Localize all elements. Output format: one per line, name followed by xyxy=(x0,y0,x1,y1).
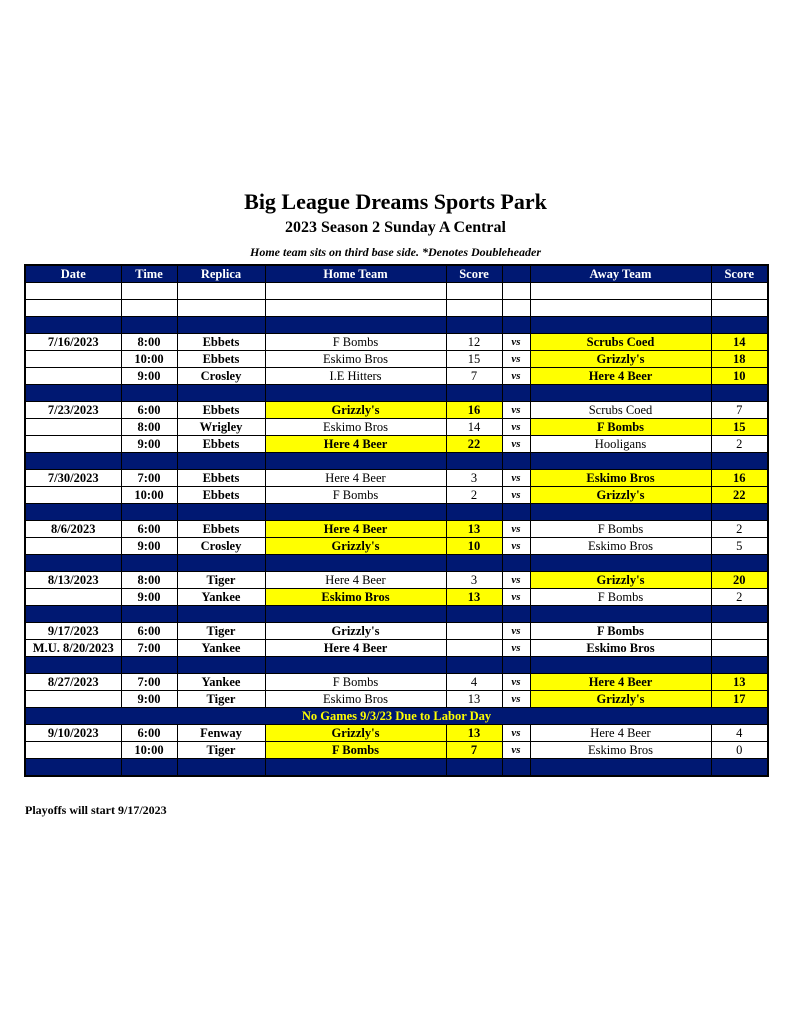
home-team-cell: Eskimo Bros xyxy=(265,589,446,606)
empty-cell xyxy=(711,657,768,674)
away-team-cell: Eskimo Bros xyxy=(530,470,711,487)
game-row xyxy=(25,334,768,351)
replica-cell: Tiger xyxy=(177,691,265,708)
game-row xyxy=(25,351,768,368)
empty-cell xyxy=(446,759,502,776)
empty-cell xyxy=(711,759,768,776)
replica-cell: Tiger xyxy=(177,742,265,759)
empty-cell xyxy=(530,504,711,521)
replica-cell: Ebbets xyxy=(177,487,265,504)
time-cell: 6:00 xyxy=(121,521,177,538)
game-row xyxy=(25,623,768,640)
time-cell: 10:00 xyxy=(121,487,177,504)
replica-cell: Fenway xyxy=(177,725,265,742)
home-score-cell: 3 xyxy=(446,470,502,487)
vs-cell: vs xyxy=(502,470,530,487)
home-team-cell: F Bombs xyxy=(265,334,446,351)
vs-cell: vs xyxy=(502,538,530,555)
empty-cell xyxy=(530,606,711,623)
home-team-cell: Here 4 Beer xyxy=(265,640,446,657)
column-header-away-team: Away Team xyxy=(530,265,711,283)
away-team-cell: Grizzly's xyxy=(530,572,711,589)
empty-cell xyxy=(177,283,265,300)
time-cell: 9:00 xyxy=(121,436,177,453)
home-score-cell xyxy=(446,623,502,640)
empty-cell xyxy=(711,453,768,470)
empty-cell xyxy=(121,385,177,402)
empty-cell xyxy=(530,657,711,674)
time-cell: 9:00 xyxy=(121,691,177,708)
time-cell: 7:00 xyxy=(121,674,177,691)
time-cell: 7:00 xyxy=(121,640,177,657)
separator-row xyxy=(25,657,768,674)
empty-cell xyxy=(530,317,711,334)
away-score-cell: 0 xyxy=(711,742,768,759)
vs-cell: vs xyxy=(502,419,530,436)
away-team-cell: F Bombs xyxy=(530,521,711,538)
away-score-cell: 18 xyxy=(711,351,768,368)
away-team-cell: Eskimo Bros xyxy=(530,538,711,555)
empty-cell xyxy=(121,759,177,776)
away-team-cell: Eskimo Bros xyxy=(530,742,711,759)
column-header-time: Time xyxy=(121,265,177,283)
date-cell xyxy=(25,538,121,555)
empty-cell xyxy=(25,504,121,521)
empty-cell xyxy=(446,606,502,623)
empty-cell xyxy=(530,283,711,300)
home-team-cell: Here 4 Beer xyxy=(265,436,446,453)
date-cell: 9/10/2023 xyxy=(25,725,121,742)
vs-cell: vs xyxy=(502,742,530,759)
vs-cell: vs xyxy=(502,436,530,453)
column-header-vs xyxy=(502,265,530,283)
empty-cell xyxy=(25,606,121,623)
time-cell: 8:00 xyxy=(121,572,177,589)
empty-cell xyxy=(265,300,446,317)
home-score-cell: 16 xyxy=(446,402,502,419)
empty-cell xyxy=(25,317,121,334)
vs-cell: vs xyxy=(502,334,530,351)
empty-cell xyxy=(502,759,530,776)
empty-cell xyxy=(446,300,502,317)
time-cell: 7:00 xyxy=(121,470,177,487)
empty-cell xyxy=(25,283,121,300)
home-team-cell: F Bombs xyxy=(265,674,446,691)
empty-cell xyxy=(502,453,530,470)
replica-cell: Ebbets xyxy=(177,334,265,351)
home-score-cell: 2 xyxy=(446,487,502,504)
home-team-cell: Eskimo Bros xyxy=(265,691,446,708)
empty-cell xyxy=(121,606,177,623)
time-cell: 6:00 xyxy=(121,402,177,419)
date-cell xyxy=(25,487,121,504)
date-cell xyxy=(25,419,121,436)
schedule-body xyxy=(25,283,768,776)
empty-cell xyxy=(711,606,768,623)
schedule-table xyxy=(24,264,769,777)
home-team-cell: F Bombs xyxy=(265,742,446,759)
home-team-cell: F Bombs xyxy=(265,487,446,504)
vs-cell: vs xyxy=(502,725,530,742)
time-cell: 8:00 xyxy=(121,334,177,351)
vs-cell: vs xyxy=(502,640,530,657)
blank-row xyxy=(25,283,768,300)
date-cell: 7/30/2023 xyxy=(25,470,121,487)
date-cell xyxy=(25,742,121,759)
away-team-cell: F Bombs xyxy=(530,623,711,640)
empty-cell xyxy=(502,657,530,674)
home-team-cell: Eskimo Bros xyxy=(265,419,446,436)
separator-row xyxy=(25,317,768,334)
empty-cell xyxy=(711,385,768,402)
game-row xyxy=(25,674,768,691)
replica-cell: Ebbets xyxy=(177,351,265,368)
time-cell: 9:00 xyxy=(121,538,177,555)
away-score-cell: 14 xyxy=(711,334,768,351)
empty-cell xyxy=(265,657,446,674)
away-team-cell: Eskimo Bros xyxy=(530,640,711,657)
home-score-cell: 12 xyxy=(446,334,502,351)
vs-cell: vs xyxy=(502,572,530,589)
empty-cell xyxy=(711,300,768,317)
date-cell: 7/16/2023 xyxy=(25,334,121,351)
home-score-cell: 4 xyxy=(446,674,502,691)
vs-cell: vs xyxy=(502,402,530,419)
away-team-cell: F Bombs xyxy=(530,419,711,436)
away-score-cell: 16 xyxy=(711,470,768,487)
game-row xyxy=(25,538,768,555)
home-score-cell: 3 xyxy=(446,572,502,589)
vs-cell: vs xyxy=(502,623,530,640)
home-score-cell: 22 xyxy=(446,436,502,453)
replica-cell: Yankee xyxy=(177,589,265,606)
notice-row xyxy=(25,708,768,725)
away-team-cell: Scrubs Coed xyxy=(530,402,711,419)
home-score-cell: 13 xyxy=(446,691,502,708)
empty-cell xyxy=(265,555,446,572)
vs-cell: vs xyxy=(502,589,530,606)
home-score-cell: 13 xyxy=(446,725,502,742)
away-score-cell: 2 xyxy=(711,589,768,606)
empty-cell xyxy=(530,385,711,402)
away-score-cell xyxy=(711,623,768,640)
empty-cell xyxy=(265,759,446,776)
away-score-cell: 22 xyxy=(711,487,768,504)
game-row xyxy=(25,691,768,708)
empty-cell xyxy=(711,504,768,521)
home-score-cell: 10 xyxy=(446,538,502,555)
game-row xyxy=(25,487,768,504)
empty-cell xyxy=(711,283,768,300)
separator-row xyxy=(25,453,768,470)
empty-cell xyxy=(530,453,711,470)
date-cell xyxy=(25,589,121,606)
replica-cell: Yankee xyxy=(177,640,265,657)
replica-cell: Tiger xyxy=(177,623,265,640)
game-row xyxy=(25,419,768,436)
column-header-date: Date xyxy=(25,265,121,283)
separator-row xyxy=(25,759,768,776)
empty-cell xyxy=(502,504,530,521)
home-team-cell: Eskimo Bros xyxy=(265,351,446,368)
home-score-cell: 7 xyxy=(446,742,502,759)
date-cell: 7/23/2023 xyxy=(25,402,121,419)
empty-cell xyxy=(25,385,121,402)
empty-cell xyxy=(502,283,530,300)
home-score-cell: 13 xyxy=(446,589,502,606)
empty-cell xyxy=(265,453,446,470)
empty-cell xyxy=(25,759,121,776)
empty-cell xyxy=(121,657,177,674)
empty-cell xyxy=(446,317,502,334)
empty-cell xyxy=(446,283,502,300)
away-score-cell: 13 xyxy=(711,674,768,691)
empty-cell xyxy=(121,453,177,470)
vs-cell: vs xyxy=(502,691,530,708)
empty-cell xyxy=(177,300,265,317)
away-score-cell: 20 xyxy=(711,572,768,589)
empty-cell xyxy=(265,385,446,402)
game-row xyxy=(25,521,768,538)
home-team-cell: Grizzly's xyxy=(265,623,446,640)
away-team-cell: Scrubs Coed xyxy=(530,334,711,351)
game-row xyxy=(25,368,768,385)
time-cell: 10:00 xyxy=(121,351,177,368)
date-cell: 8/13/2023 xyxy=(25,572,121,589)
empty-cell xyxy=(121,504,177,521)
time-cell: 10:00 xyxy=(121,742,177,759)
empty-cell xyxy=(25,453,121,470)
empty-cell xyxy=(502,300,530,317)
away-team-cell: F Bombs xyxy=(530,589,711,606)
away-team-cell: Grizzly's xyxy=(530,487,711,504)
home-team-cell: Grizzly's xyxy=(265,725,446,742)
column-header-replica: Replica xyxy=(177,265,265,283)
away-score-cell: 2 xyxy=(711,521,768,538)
empty-cell xyxy=(265,504,446,521)
away-team-cell: Grizzly's xyxy=(530,691,711,708)
empty-cell xyxy=(25,300,121,317)
playoffs-note: Playoffs will start 9/17/2023 xyxy=(25,803,167,817)
empty-cell xyxy=(265,606,446,623)
date-cell xyxy=(25,368,121,385)
empty-cell xyxy=(502,317,530,334)
replica-cell: Tiger xyxy=(177,572,265,589)
empty-cell xyxy=(177,759,265,776)
column-header-home-score: Score xyxy=(446,265,502,283)
vs-cell: vs xyxy=(502,674,530,691)
empty-cell xyxy=(121,300,177,317)
empty-cell xyxy=(177,504,265,521)
empty-cell xyxy=(177,606,265,623)
game-row xyxy=(25,640,768,657)
replica-cell: Crosley xyxy=(177,538,265,555)
game-row xyxy=(25,725,768,742)
replica-cell: Yankee xyxy=(177,674,265,691)
date-cell xyxy=(25,436,121,453)
away-score-cell: 2 xyxy=(711,436,768,453)
away-team-cell: Here 4 Beer xyxy=(530,368,711,385)
empty-cell xyxy=(25,555,121,572)
empty-cell xyxy=(177,317,265,334)
empty-cell xyxy=(25,657,121,674)
empty-cell xyxy=(711,555,768,572)
time-cell: 6:00 xyxy=(121,725,177,742)
game-row xyxy=(25,436,768,453)
home-team-cell: Grizzly's xyxy=(265,402,446,419)
vs-cell: vs xyxy=(502,368,530,385)
home-team-cell: I.E Hitters xyxy=(265,368,446,385)
away-score-cell xyxy=(711,640,768,657)
away-team-cell: Here 4 Beer xyxy=(530,674,711,691)
home-score-cell xyxy=(446,640,502,657)
empty-cell xyxy=(446,385,502,402)
away-score-cell: 15 xyxy=(711,419,768,436)
away-team-cell: Hooligans xyxy=(530,436,711,453)
empty-cell xyxy=(121,283,177,300)
time-cell: 8:00 xyxy=(121,419,177,436)
header-note: Home team sits on third base side. *Denotes Doubleheader xyxy=(250,245,541,259)
separator-row xyxy=(25,385,768,402)
empty-cell xyxy=(177,555,265,572)
empty-cell xyxy=(446,453,502,470)
away-score-cell: 4 xyxy=(711,725,768,742)
home-score-cell: 15 xyxy=(446,351,502,368)
game-row xyxy=(25,742,768,759)
empty-cell xyxy=(530,555,711,572)
vs-cell: vs xyxy=(502,521,530,538)
header-row xyxy=(25,265,768,283)
notice-text: No Games 9/3/23 Due to Labor Day xyxy=(25,708,768,725)
date-cell xyxy=(25,351,121,368)
empty-cell xyxy=(502,555,530,572)
empty-cell xyxy=(177,657,265,674)
away-score-cell: 10 xyxy=(711,368,768,385)
home-score-cell: 14 xyxy=(446,419,502,436)
date-cell: 9/17/2023 xyxy=(25,623,121,640)
empty-cell xyxy=(530,759,711,776)
time-cell: 9:00 xyxy=(121,589,177,606)
away-team-cell: Here 4 Beer xyxy=(530,725,711,742)
date-cell: 8/27/2023 xyxy=(25,674,121,691)
away-score-cell: 5 xyxy=(711,538,768,555)
home-score-cell: 13 xyxy=(446,521,502,538)
replica-cell: Ebbets xyxy=(177,470,265,487)
empty-cell xyxy=(177,453,265,470)
separator-row xyxy=(25,555,768,572)
vs-cell: vs xyxy=(502,351,530,368)
blank-row xyxy=(25,300,768,317)
away-score-cell: 7 xyxy=(711,402,768,419)
replica-cell: Ebbets xyxy=(177,402,265,419)
empty-cell xyxy=(530,300,711,317)
separator-row xyxy=(25,606,768,623)
replica-cell: Crosley xyxy=(177,368,265,385)
home-team-cell: Here 4 Beer xyxy=(265,470,446,487)
empty-cell xyxy=(446,657,502,674)
game-row xyxy=(25,572,768,589)
empty-cell xyxy=(446,555,502,572)
replica-cell: Wrigley xyxy=(177,419,265,436)
time-cell: 9:00 xyxy=(121,368,177,385)
date-cell: 8/6/2023 xyxy=(25,521,121,538)
replica-cell: Ebbets xyxy=(177,436,265,453)
empty-cell xyxy=(502,385,530,402)
empty-cell xyxy=(265,283,446,300)
separator-row xyxy=(25,504,768,521)
page-subtitle: 2023 Season 2 Sunday A Central xyxy=(285,219,506,236)
home-team-cell: Grizzly's xyxy=(265,538,446,555)
away-score-cell: 17 xyxy=(711,691,768,708)
vs-cell: vs xyxy=(502,487,530,504)
replica-cell: Ebbets xyxy=(177,521,265,538)
empty-cell xyxy=(711,317,768,334)
game-row xyxy=(25,470,768,487)
page-title: Big League Dreams Sports Park xyxy=(244,189,547,214)
away-team-cell: Grizzly's xyxy=(530,351,711,368)
home-score-cell: 7 xyxy=(446,368,502,385)
home-team-cell: Here 4 Beer xyxy=(265,521,446,538)
empty-cell xyxy=(265,317,446,334)
empty-cell xyxy=(121,555,177,572)
column-header-home-team: Home Team xyxy=(265,265,446,283)
column-header-away-score: Score xyxy=(711,265,768,283)
game-row xyxy=(25,402,768,419)
date-cell: M.U. 8/20/2023 xyxy=(25,640,121,657)
time-cell: 6:00 xyxy=(121,623,177,640)
empty-cell xyxy=(502,606,530,623)
game-row xyxy=(25,589,768,606)
date-cell xyxy=(25,691,121,708)
empty-cell xyxy=(177,385,265,402)
home-team-cell: Here 4 Beer xyxy=(265,572,446,589)
empty-cell xyxy=(121,317,177,334)
empty-cell xyxy=(446,504,502,521)
